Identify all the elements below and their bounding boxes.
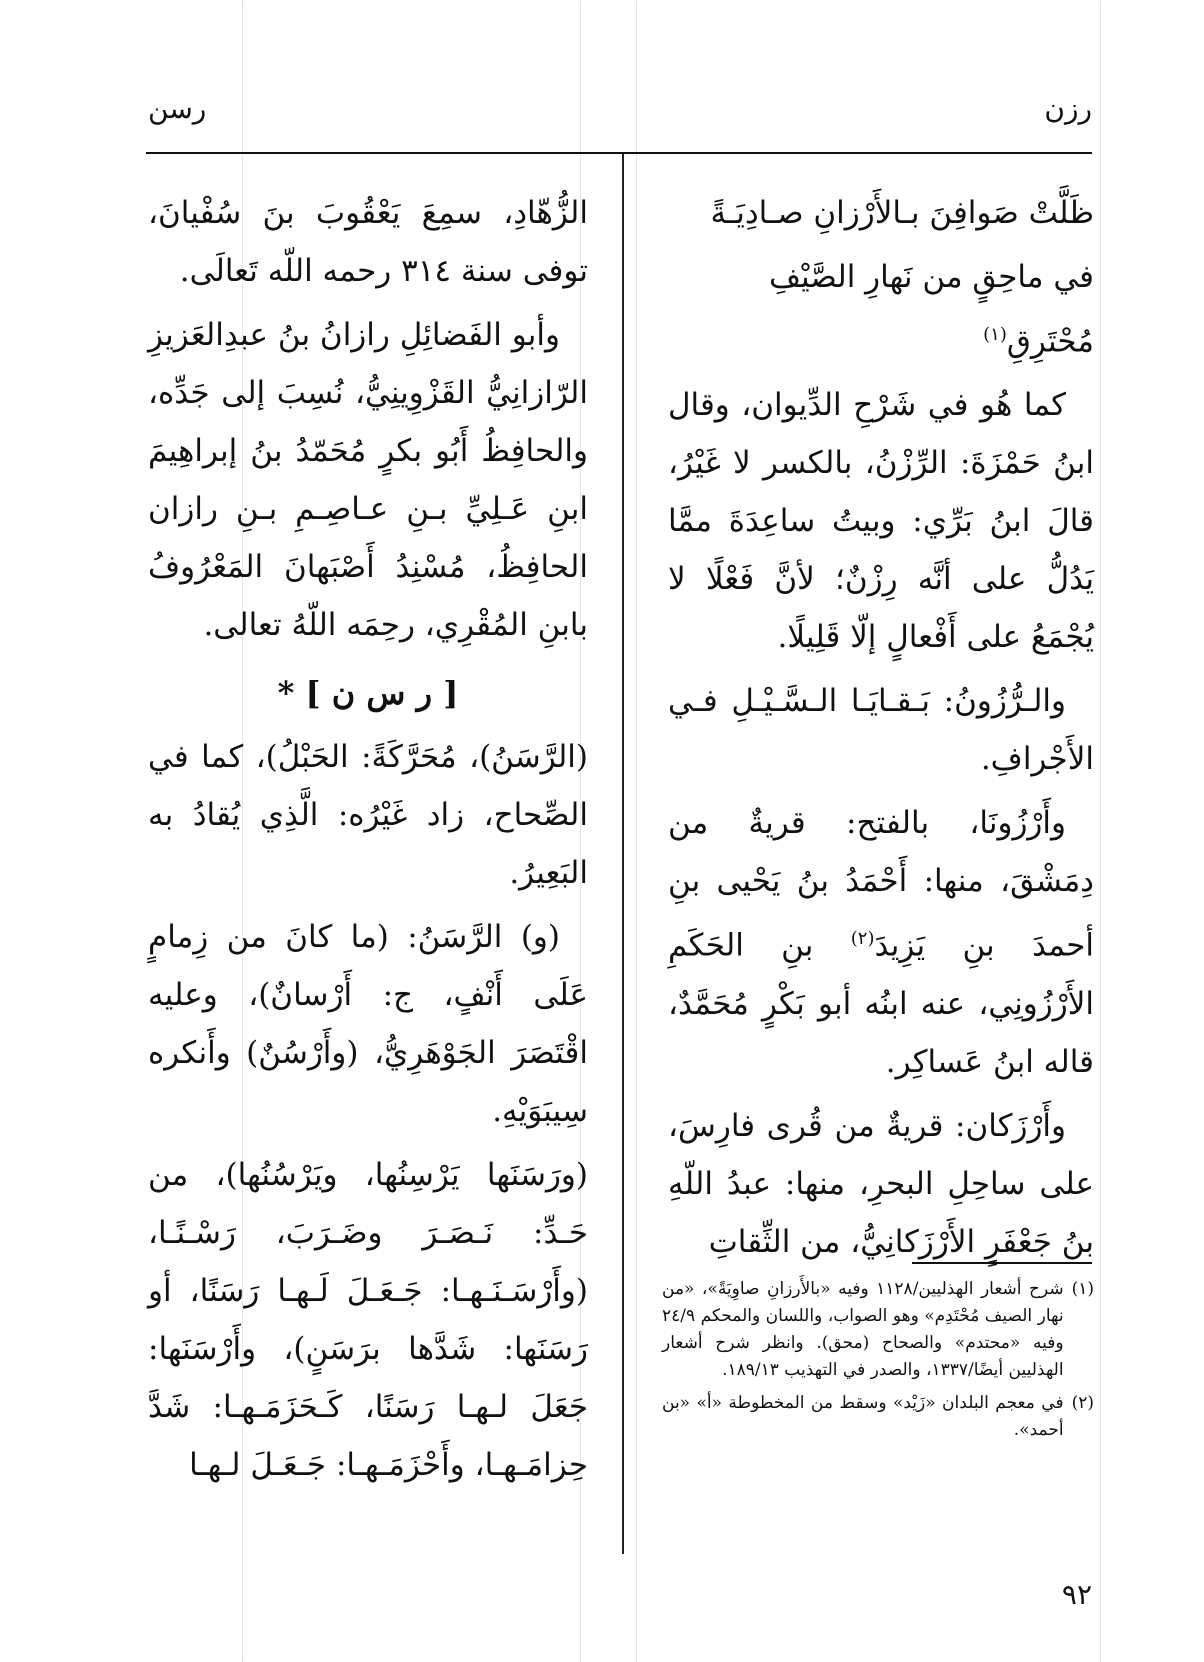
paragraph: وأَرْزَكان: قريةٌ من قُرى فارِسَ، على ساحِلِ البحرِ، منها: عبدُ اللّهِ بنُ جَعْفَرٍ الأَرْزَكانِيُّ، من الثِّقاتِ: [668, 1107, 1094, 1260]
footnotes: [662, 1276, 1094, 1450]
footnote-rule: [912, 1262, 1092, 1264]
header-rule: [146, 152, 1092, 154]
right-column: [668, 184, 1094, 1277]
paragraph: (ورَسَنَها يَرْسِنُها، ويَرْسُنُها)، من حَـدِّ: نَـصَـرَ وضَـرَبَ، رَسْـنًـا، (وأَرْسَـنَـهـا: جَـعَـلَ لَـهـا رَسَنًا، أو رَسَنَها: شَدَّها برَسَنٍ)، وأَرْسَنَها: جَعَلَ لـهـا رَسَنًا، كَـحَزَمَـهـا: شَدَّ حِزامَـهـا، وأَحْزَمَـهـا: جَـعَـلَ لـهـا: [148, 1157, 588, 1483]
running-header-right: رزن: [1044, 92, 1092, 125]
footnote-text: في معجم البلدان «زَيْد» وسقط من المخطوطة «أ» «بن أحمد».: [662, 1393, 1064, 1440]
footnote-marker: (٢): [850, 928, 875, 950]
entry-heading: [ ر س ن ] *: [277, 674, 459, 712]
page-number: ٩٢: [1061, 1578, 1092, 1611]
paragraph: [668, 794, 1094, 1090]
scan-artifact-line: [1100, 0, 1101, 1662]
paragraph: كما هُو في شَرْحِ الدِّيوان، وقال ابنُ حَمْزَةَ: الرِّزْنُ، بالكسر لا غَيْرُ، قالَ ابنُ بَرِّي: وبيتُ ساعِدَةَ ممَّا يَدُلُّ على أنَّه رِزْنٌ؛ لأنَّ فَعْلًا لا يُجْمَعُ على أَفْعالٍ إلّا قَلِيلًا.: [668, 387, 1094, 656]
verse-line: [668, 248, 1094, 370]
footnote-text: شرح أشعار الهذليين/١١٢٨ وفيه «بالأَرزانِ صاوِيَةً»، «من نهار الصيف مُحْتَدِم» وهو الصواب، واللسان والمحكم ٢٤/٩ وفيه «محتدم» والصحاح (محق). وانظر شرح أشعار الهذليين أيضًا/١٣٣٧، والصدر في التهذيب ١٨٩/١٣.: [662, 1279, 1064, 1380]
footnote: [662, 1276, 1094, 1384]
footnote-number: (٢): [1071, 1393, 1094, 1413]
paragraph: وأبو الفَضائِلِ رازانُ بنُ عبدِالعَزيزِ الرّازانِيُّ القَزْوِينِيُّ، نُسِبَ إلى جَدِّه، والحافِظُ أَبُو بكرٍ مُحَمّدُ بنُ إبراهِيمَ ابنِ عَـلِيِّ بـنِ عـاصِـمِ بـنِ رازان الحافِظُ، مُسْنِدُ أَصْبَهانَ المَعْرُوفُ بابنِ المُقْرِي، رحِمَه اللّهُ تعالى.: [148, 317, 588, 643]
column-divider: [622, 154, 624, 1554]
paragraph: الزُّهّادِ، سمِعَ يَعْقُوبَ بنَ سُفْيانَ، توفى سنة ٣١٤ رحمه اللّه تَعالَى.: [148, 195, 588, 289]
running-header-left: رسن: [148, 92, 207, 125]
left-column: [148, 184, 588, 1500]
verse-text: في ماحِقٍ من نَهارِ الصَّيْفِ مُحْتَرِقِ: [768, 259, 1094, 360]
paragraph-text: بنِ الحَكَمِ الأَرْزُونِي، عنه ابنُه أبو بَكْرٍ مُحَمَّدٌ، قاله ابنُ عَساكِر.: [668, 927, 1094, 1080]
verse-line: ظَلَّتْ صَوافِنَ بـالأَرْزانِ صـادِيَـةً: [710, 195, 1094, 231]
scan-artifact-line: [636, 0, 637, 1662]
footnote-marker: (١): [983, 324, 1007, 345]
paragraph-text: وأَرْزُونَا، بالفتح: قريةٌ من دِمَشْقَ، منها: أَحْمَدُ بنُ يَحْيى بنِ أحمدَ بنِ يَزِيدَ: [668, 805, 1094, 964]
paragraph: والـرُّزُونُ: بَـقـايَـا الـسَّـيْـلِ فـي الأَجْرافِ.: [668, 683, 1094, 778]
footnote: [662, 1390, 1094, 1444]
paragraph: (و) الرَّسَنُ: (ما كانَ من زِمامٍ عَلَى أَنْفٍ، ج: أَرْسانٌ)، وعليه اقْتَصَرَ الجَوْهَرِيُّ، (وأَرْسُنٌ) وأَنكره سِيبَوَيْهِ.: [148, 919, 588, 1129]
footnote-number: (١): [1071, 1279, 1094, 1299]
paragraph: (الرَّسَنُ)، مُحَرَّكَةً: الحَبْلُ)، كما في الصِّحاح، زاد غَيْرُه: الَّذِي يُقادُ به البَعِيرُ.: [148, 739, 588, 891]
